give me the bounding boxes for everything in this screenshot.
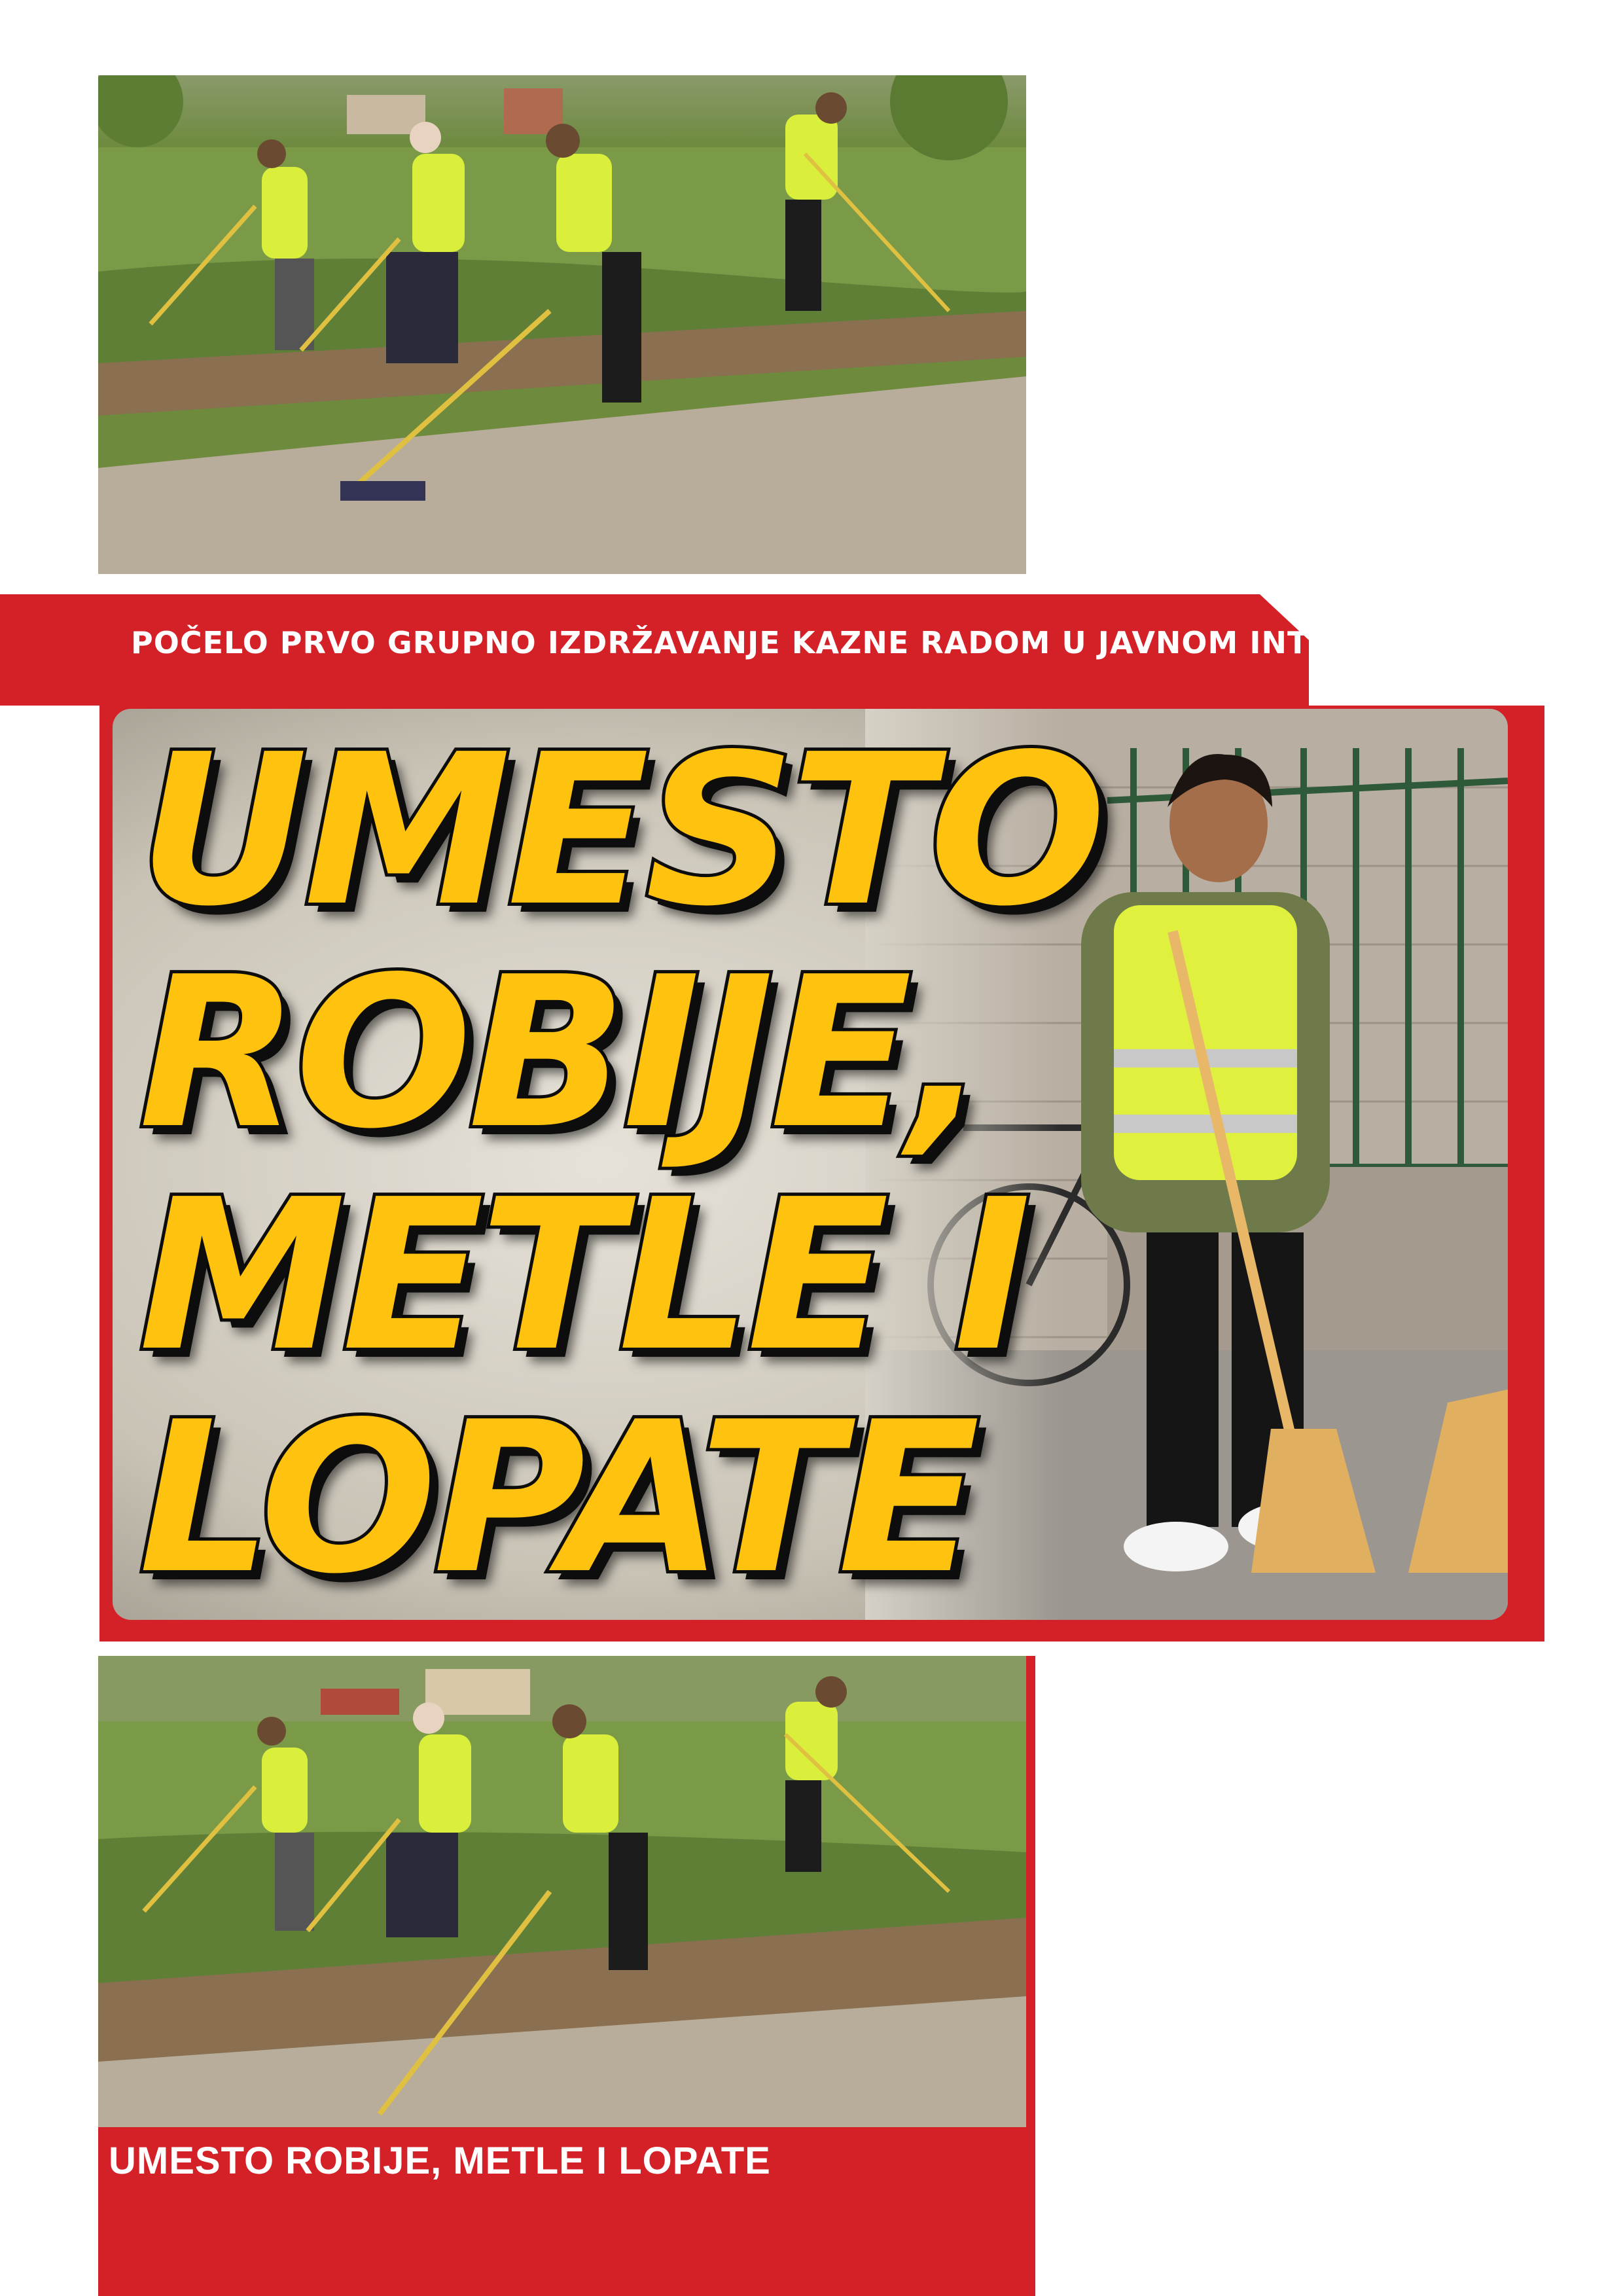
headline-line-2: ROBIJE,: [139, 932, 984, 1174]
top-photo: [98, 75, 1026, 574]
photo-caption: UMESTO ROBIJE, METLE I LOPATE: [109, 2140, 771, 2182]
bottom-photo: [98, 1656, 1026, 2127]
caption-bar: [98, 2127, 1035, 2296]
workers-raking-scene: [98, 75, 1026, 574]
headline-line-4: LOPATE: [139, 1377, 976, 1619]
headline-line-3: METLE I: [139, 1155, 1027, 1397]
kicker-text: POČELO PRVO GRUPNO IZDRŽAVANJE KAZNE RADOM U JAVNOM INTERESU: [131, 625, 1423, 660]
headline-line-1: UMESTO: [139, 709, 1103, 952]
workers-raking-scene: [98, 1656, 1026, 2127]
